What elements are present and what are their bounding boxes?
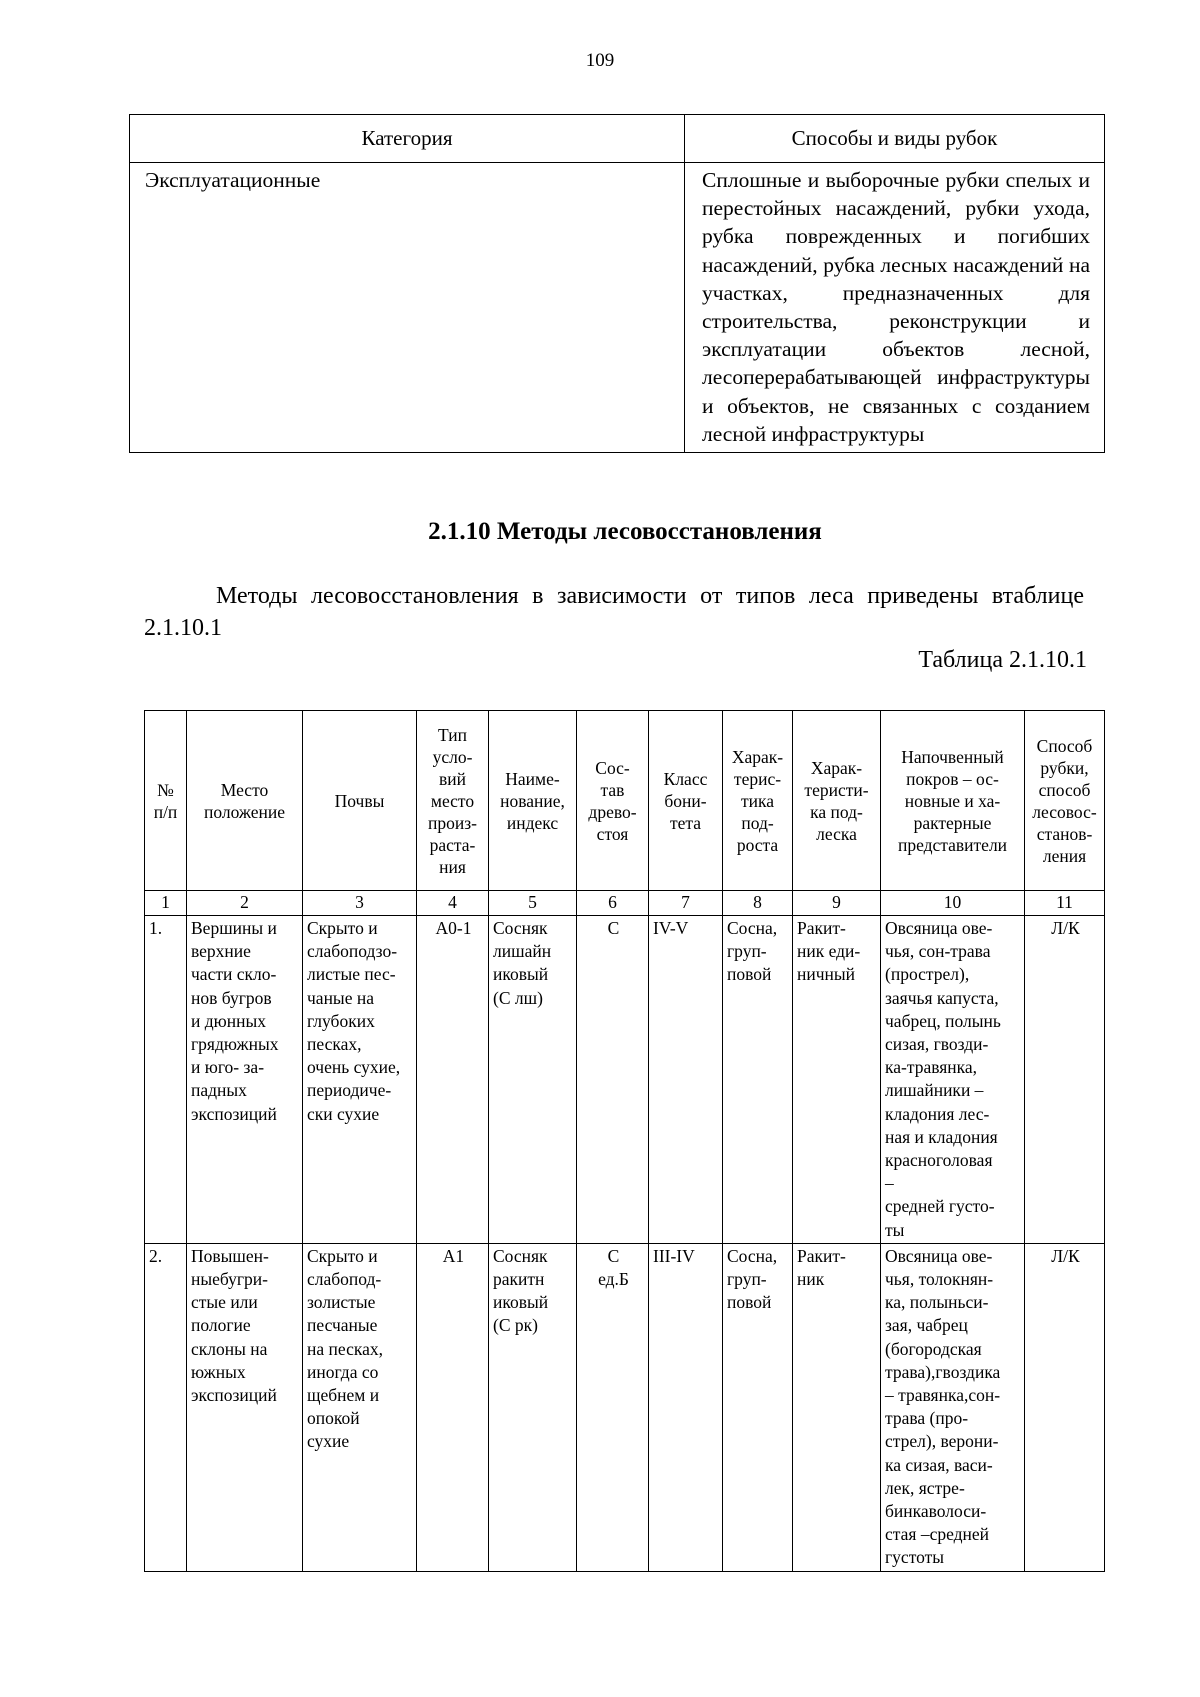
cell-method: Л/К (1025, 1243, 1105, 1571)
header-method: Способ рубки, способ лесовос- станов- ления (1025, 711, 1105, 891)
section-heading: 2.1.10 Методы лесовосстановления (428, 518, 822, 545)
cell-composition: С (577, 916, 649, 1244)
column-number: 10 (881, 891, 1025, 916)
cell-underbrush: Ракит- ник (793, 1243, 881, 1571)
column-number: 4 (417, 891, 489, 916)
page-number: 109 (585, 50, 615, 71)
cell-bonitet: IV-V (649, 916, 723, 1244)
cell-type: А1 (417, 1243, 489, 1571)
table-caption: Таблица 2.1.10.1 (918, 647, 1087, 673)
column-number: 8 (723, 891, 793, 916)
cell-name: Сосняк лишайн иковый (С лш) (489, 916, 577, 1244)
cell-type: А0-1 (417, 916, 489, 1244)
column-number: 3 (303, 891, 417, 916)
category-table (129, 114, 1105, 453)
header-underbrush: Харак- теристи- ка под- леска (793, 711, 881, 891)
table-row (145, 916, 1105, 1244)
header-undergrowth: Харак- терис- тика под- роста (723, 711, 793, 891)
cell-soils: Скрыто и слабопод- золистые песчаные на песках, иногда со щебнем и опокой сухие (303, 1243, 417, 1571)
header-type: Тип усло- вий место произ- раста- ния (417, 711, 489, 891)
cell-ground-cover: Овсяница ове- чья, толокнян- ка, полыньси- зая, чабрец (богородская трава),гвоздика – травянка,сон- трава (про- стрел), верони- ка сизая, васи- лек, ястре- бинкаволоси- стая –средней густоты (881, 1243, 1025, 1571)
header-ground-cover: Напочвенный покров – ос- новные и ха- рактерные представители (881, 711, 1025, 891)
header-composition: Сос- тав древо- стоя (577, 711, 649, 891)
header-name: Наиме- нование, индекс (489, 711, 577, 891)
cell-name: Сосняк ракитн иковый (С рк) (489, 1243, 577, 1571)
cell-category: Эксплуатационные (130, 163, 685, 453)
reforestation-table (144, 710, 1105, 1572)
cell-undergrowth: Сосна, груп- повой (723, 916, 793, 1244)
header-soils: Почвы (303, 711, 417, 891)
cell-bonitet: III-IV (649, 1243, 723, 1571)
cell-ground-cover: Овсяница ове- чья, сон-трава (прострел), заячья капуста, чабрец, полынь сизая, гвозди- ка-травянка, лишайники – кладония лес- ная и кладония красноголовая – средней густо- ты (881, 916, 1025, 1244)
header-num: № п/п (145, 711, 187, 891)
column-number: 5 (489, 891, 577, 916)
column-number: 11 (1025, 891, 1105, 916)
header-category: Категория (130, 115, 685, 163)
column-number: 6 (577, 891, 649, 916)
column-number: 7 (649, 891, 723, 916)
cell-soils: Скрыто и слабоподзо- листые пес- чаные на глубоких песках, очень сухие, периодиче- ски сухие (303, 916, 417, 1244)
cell-location: Повышен- ныебугри- стые или пологие склоны на южных экспозиций (187, 1243, 303, 1571)
table-row (130, 163, 1105, 453)
header-bonitet: Класс бони- тета (649, 711, 723, 891)
header-location: Место положение (187, 711, 303, 891)
column-number: 2 (187, 891, 303, 916)
cell-undergrowth: Сосна, груп- повой (723, 1243, 793, 1571)
main-table-header (145, 711, 1105, 891)
cell-composition: С ед.Б (577, 1243, 649, 1571)
column-numbers-row (145, 891, 1105, 916)
cell-location: Вершины и верхние части скло- нов бугров и дюнных грядюжных и юго- за- падных экспозиций (187, 916, 303, 1244)
column-number: 9 (793, 891, 881, 916)
header-methods: Способы и виды рубок (685, 115, 1105, 163)
intro-paragraph: Методы лесовосстановления в зависимости от типов леса приведены втаблице 2.1.10.1 (144, 583, 1084, 641)
table-row (145, 1243, 1105, 1571)
cell-methods: Сплошные и выборочные рубки спелых и перестойных насаждений, рубки ухода, рубка поврежденных и погибших насаждений, рубка лесных насаждений на участках, предназначенных для строительства, реконструкции и эксплуатации объектов лесной, лесоперерабатывающей инфраструктуры и объектов, не связанных с созданием лесной инфраструктуры (685, 163, 1105, 453)
column-number: 1 (145, 891, 187, 916)
cell-method: Л/К (1025, 916, 1105, 1244)
cell-num: 2. (145, 1243, 187, 1571)
cell-num: 1. (145, 916, 187, 1244)
category-table-header (130, 115, 1105, 163)
cell-underbrush: Ракит- ник еди- ничный (793, 916, 881, 1244)
